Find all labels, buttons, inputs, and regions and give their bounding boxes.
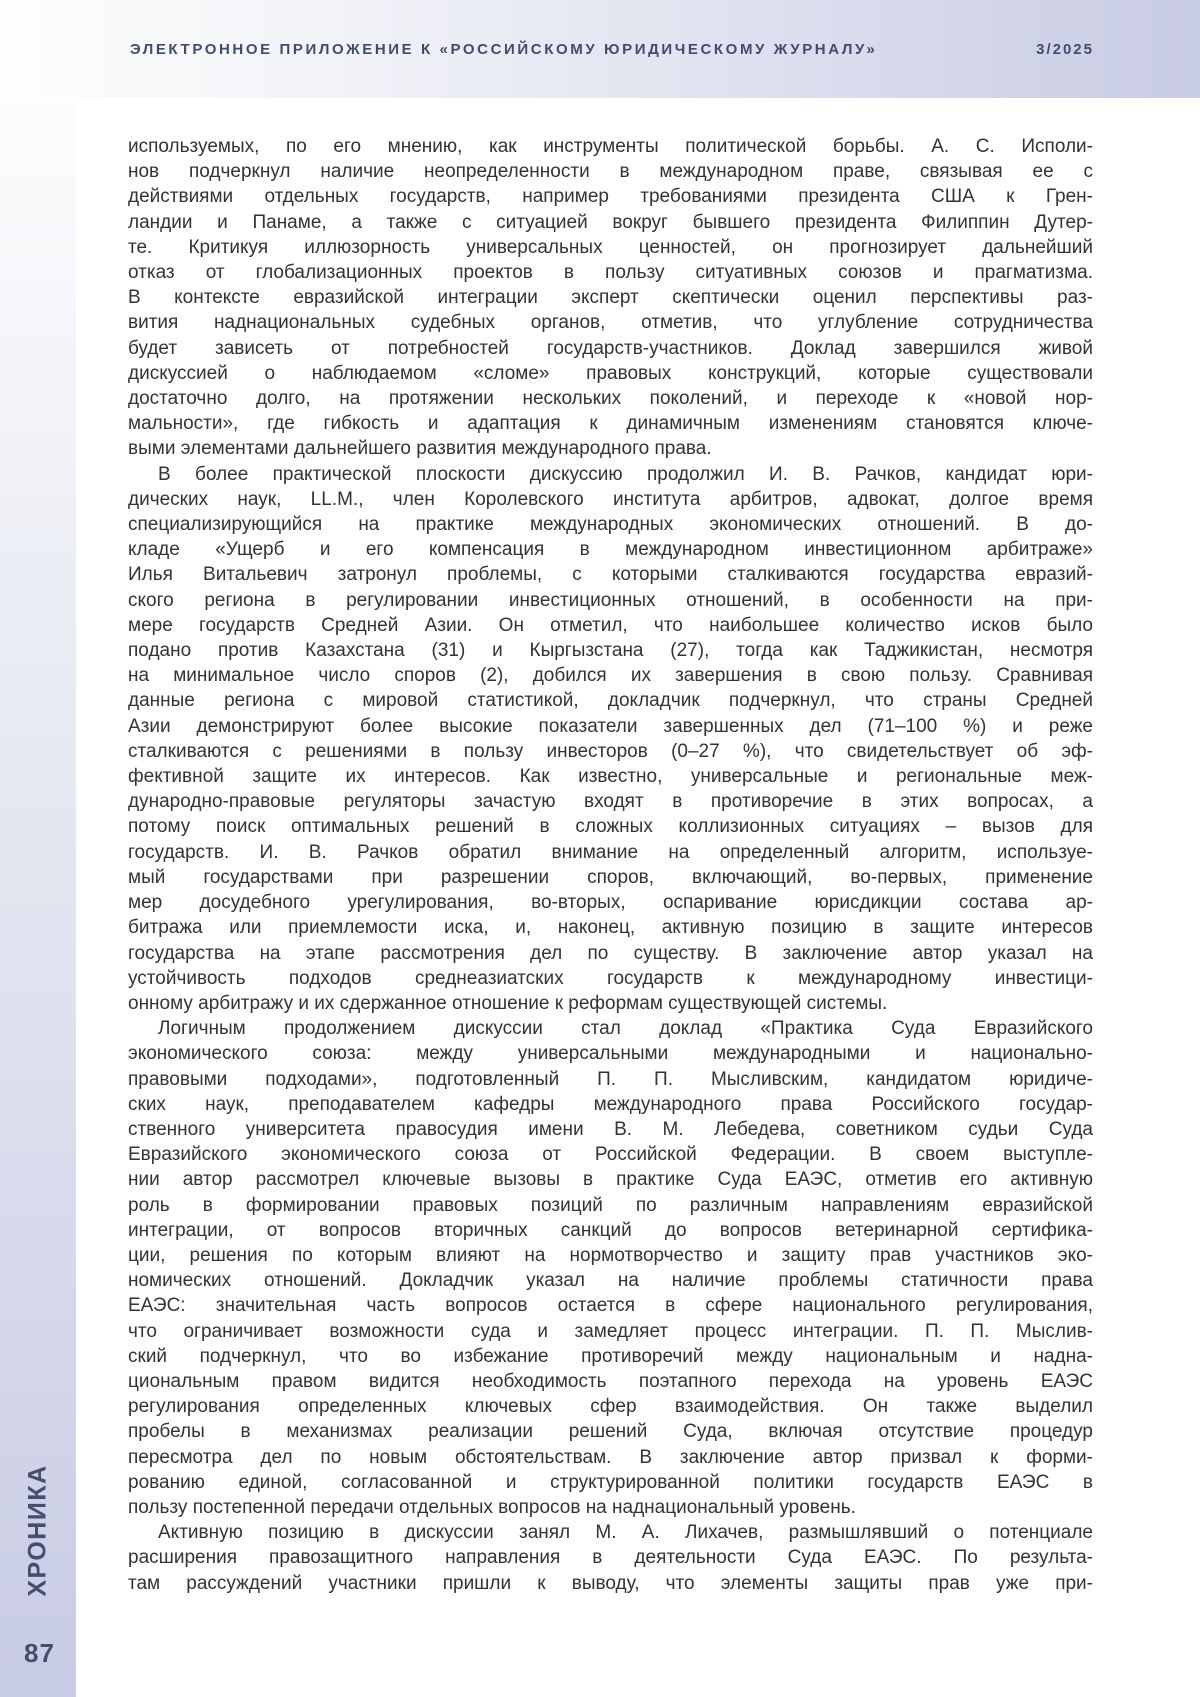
text-line: экономического союза: между универсальными международными и национально-	[128, 1043, 1093, 1065]
text-line: мый государствами при разрешении споров, включающий, во-первых, применение	[128, 866, 1093, 888]
text-line: государств. И. В. Рачков обратил внимание на определенный алгоритм, используе-	[128, 841, 1093, 863]
text-line: потому поиск оптимальных решений в сложных коллизионных ситуациях – вызов для	[128, 816, 1093, 838]
text-line: действиями отдельных государств, например требованиями президента США к Грен-	[128, 186, 1093, 208]
text-line: ский подчеркнул, что во избежание противоречий между национальным и надна-	[128, 1345, 1093, 1367]
text-line: мере государств Средней Азии. Он отметил, что наибольшее количество исков было	[128, 614, 1093, 636]
issue-number: 3/2025	[1036, 40, 1094, 58]
text-line: дискуссией о наблюдаемом «сломе» правовых конструкций, которые существовали	[128, 362, 1093, 384]
page-number: 87	[24, 1638, 55, 1668]
text-line: онному арбитражу и их сдержанное отношение к реформам существующей системы.	[128, 992, 888, 1014]
text-line: пользу постепенной передачи отдельных вопросов на наднациональный уровень.	[128, 1496, 856, 1518]
text-line: фективной защите их интересов. Как известно, универсальные и региональные меж-	[128, 766, 1093, 788]
text-line: рованию единой, согласованной и структурированной политики государств ЕАЭС в	[128, 1471, 1093, 1493]
text-line: номических отношений. Докладчик указал на наличие проблемы статичности права	[128, 1270, 1093, 1292]
text-line: регулирования определенных ключевых сфер взаимодействия. Он также выделил	[128, 1396, 1093, 1418]
text-line: роль в формировании правовых позиций по различным направлениям евразийской	[128, 1194, 1093, 1216]
text-line: мальности», где гибкость и адаптация к динамичным изменениям становятся ключе-	[128, 413, 1093, 435]
text-line: те. Критикуя иллюзорность универсальных ценностей, он прогнозирует дальнейший	[128, 236, 1093, 258]
text-line: государства на этапе рассмотрения дел по существу. В заключение автор указал на	[128, 942, 1093, 964]
text-line: кладе «Ущерб и его компенсация в международном инвестиционном арбитраже»	[128, 539, 1093, 561]
text-line: что ограничивает возможности суда и замедляет процесс интеграции. П. П. Мыслив-	[128, 1320, 1093, 1342]
text-line: Азии демонстрируют более высокие показатели завершенных дел (71–100 %) и реже	[128, 715, 1093, 737]
sidebar-strip	[0, 98, 76, 1697]
text-line: пересмотра дел по новым обстоятельствам. В заключение автор призвал к форми-	[128, 1446, 1093, 1468]
text-line: ЕАЭС: значительная часть вопросов остается в сфере национального регулирования,	[128, 1295, 1093, 1317]
text-line: правовыми подходами», подготовленный П. П. Мысливским, кандидатом юридиче-	[128, 1068, 1093, 1090]
text-line: используемых, по его мнению, как инструменты политической борьбы. А. С. Исполи-	[128, 136, 1093, 157]
text-line: ского региона в регулировании инвестиционных отношений, в особенности на при-	[128, 589, 1093, 611]
text-line: отказ от глобализационных проектов в пользу ситуативных союзов и прагматизма.	[128, 262, 1093, 284]
text-line: Илья Витальевич затронул проблемы, с которыми сталкиваются государства евразий-	[128, 564, 1093, 586]
text-line: сталкиваются с решениями в пользу инвесторов (0–27 %), что свидетельствует об эф-	[128, 740, 1093, 762]
text-line: В контексте евразийской интеграции эксперт скептически оценил перспективы раз-	[128, 287, 1093, 309]
paragraph	[128, 462, 1093, 1016]
text-line: данные региона с мировой статистикой, докладчик подчеркнул, что страны Средней	[128, 690, 1093, 712]
text-line: ских наук, преподавателем кафедры международного права Российского государ-	[128, 1093, 1093, 1115]
text-line: достаточно долго, на протяжении нескольких поколений, и переходе к «новой нор-	[128, 388, 1093, 410]
text-line: подано против Казахстана (31) и Кыргызстана (27), тогда как Таджикистан, несмотря	[128, 640, 1093, 662]
text-line: ландии и Панаме, а также с ситуацией вокруг бывшего президента Филиппин Дутер-	[128, 211, 1093, 233]
text-line: интеграции, от вопросов вторичных санкций до вопросов ветеринарной сертифика-	[128, 1219, 1093, 1241]
text-line: Активную позицию в дискуссии занял М. А. Лихачев, размышлявший о потенциале	[158, 1522, 1093, 1544]
section-label-wrap	[0, 1462, 76, 1598]
text-line: дических наук, LL.M., член Королевского института арбитров, адвокат, долгое время	[128, 488, 1093, 510]
text-line: вития наднациональных судебных органов, отметив, что углубление сотрудничества	[128, 312, 1093, 334]
text-line: выми элементами дальнейшего развития международного права.	[128, 438, 712, 460]
journal-header-band	[0, 0, 1200, 98]
paragraph	[128, 134, 1093, 462]
text-line: на минимальное число споров (2), добился их завершения в свою пользу. Сравнивая	[128, 665, 1093, 687]
text-line: ственного университета правосудия имени В. М. Лебедева, советником судьи Суда	[128, 1118, 1093, 1140]
text-line: В более практической плоскости дискуссию продолжил И. В. Рачков, кандидат юри-	[158, 463, 1093, 485]
section-label: ХРОНИКА	[23, 1463, 52, 1597]
text-line: циональным правом видится необходимость поэтапного перехода на уровень ЕАЭС	[128, 1370, 1093, 1392]
text-line: устойчивость подходов среднеазиатских государств к международному инвестици-	[128, 967, 1093, 989]
text-line: битража или приемлемости иска, и, наконец, активную позицию в защите интересов	[128, 917, 1093, 939]
text-line: Евразийского экономического союза от Российской Федерации. В своем выступле-	[128, 1144, 1093, 1166]
text-line: специализирующийся на практике международных экономических отношений. В до-	[128, 514, 1093, 536]
text-line: дународно-правовые регуляторы зачастую входят в противоречие в этих вопросах, а	[128, 791, 1093, 813]
text-line: Логичным продолжением дискуссии стал доклад «Практика Суда Евразийского	[158, 1018, 1093, 1040]
article-text	[128, 134, 1093, 1596]
text-line: ции, решения по которым влияют на нормотворчество и защиту прав участников эко-	[128, 1244, 1093, 1266]
text-line: мер досудебного урегулирования, во-вторых, оспаривание юрисдикции состава ар-	[128, 892, 1093, 914]
text-line: нии автор рассмотрел ключевые вызовы в практике Суда ЕАЭС, отметив его активную	[128, 1169, 1093, 1191]
journal-title: ЭЛЕКТРОННОЕ ПРИЛОЖЕНИЕ К «РОССИЙСКОМУ ЮРИДИЧЕСКОМУ ЖУРНАЛУ»	[130, 40, 878, 58]
text-line: там рассуждений участники пришли к выводу, что элементы защиты прав уже при-	[128, 1572, 1093, 1594]
text-line: нов подчеркнул наличие неопределенности в международном праве, связывая ее с	[128, 161, 1093, 183]
text-line: будет зависеть от потребностей государств-участников. Доклад завершился живой	[128, 337, 1093, 359]
paragraph	[128, 1520, 1093, 1596]
text-line: пробелы в механизмах реализации решений Суда, включая отсутствие процедур	[128, 1421, 1093, 1443]
paragraph	[128, 1016, 1093, 1520]
text-line: расширения правозащитного направления в деятельности Суда ЕАЭС. По результа-	[128, 1547, 1093, 1569]
